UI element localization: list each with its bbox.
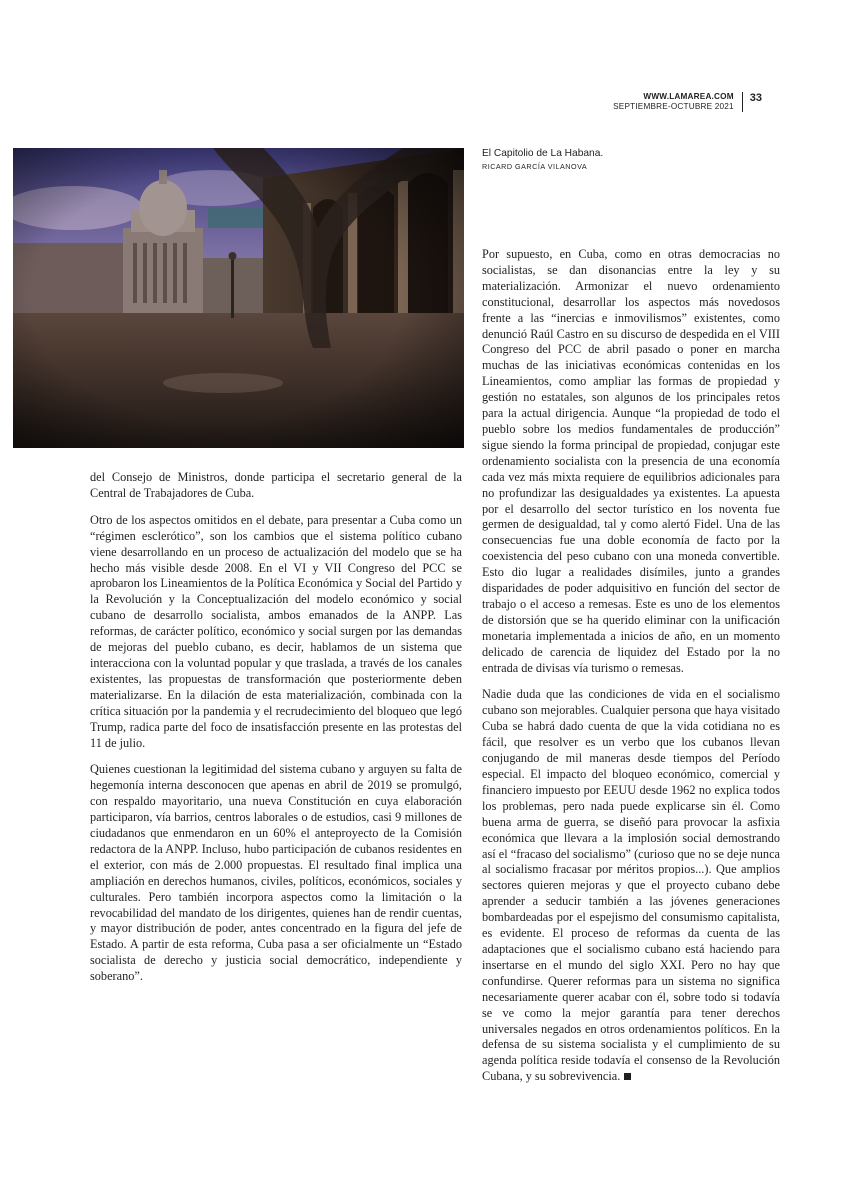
issue-date: SEPTIEMBRE-OCTUBRE 2021 (613, 102, 734, 111)
paragraph: Por supuesto, en Cuba, como en otras democracias no socialistas, se dan disonancias entre la ley y su materialización. Armonizar el nuevo ordenamiento constitucional, desarrollar los aspectos más novedosos frente a las “inercias e inmovilismos” existentes, como denunció Raúl Castro en su discurso de despedida en el VIII Congreso del PCC de abril pasado o poner en marcha muchas de las iniciativas económicas contenidas en los Lineamientos, como ampliar las formas de propiedad y gestión no estatales, son algunos de los principales retos para la actual dirigencia. Aunque “la propiedad de todo el pueblo sobre los medios fundamentales de producción” sigue siendo la forma principal de propiedad, conjugar este ordenamiento socialista con la presencia de una economía cada vez más mixta requiere de equilibrios adicionales para no profundizar las desigualdades ya existentes. La apuesta por el desarrollo del sector turístico en los noventa fue germen de desigualdad, tal y como alertó Fidel. Una de las consecuencias fue una doble economía de facto por la coexistencia del peso cubano con una moneda convertible. Esto dio lugar a realidades disímiles, junto a grandes disparidades de poder adquisitivo en función del sector de trabajo o el acceso a remesas. Este es uno de los elementos de distorsión que se ha querido eliminar con la unificación monetaria implementada a inicios de año, en un momento delicado de carencia de liquidez del Estado por la no entrada de divisas vía turismo o remesas. (482, 247, 780, 675)
page-header (613, 92, 762, 112)
right-column (482, 247, 780, 1096)
header-divider (742, 92, 743, 112)
capitolio-photo (13, 148, 464, 448)
left-column (90, 470, 462, 996)
end-of-article-mark (624, 1073, 631, 1080)
page-number: 33 (749, 92, 762, 104)
paragraph: del Consejo de Ministros, donde participa el secretario general de la Central de Trabajadores de Cuba. (90, 470, 462, 500)
photo-credit: RICARD GARCÍA VILANOVA (482, 162, 588, 171)
site-url[interactable]: WWW.LAMAREA.COM (643, 92, 734, 101)
paragraph: Quienes cuestionan la legitimidad del sistema cubano y arguyen su falta de hegemonía interna desconocen que apenas en abril de 2019 se promulgó, con respaldo mayoritario, una nueva Constitución en cuya elaboración participaron, vía barrios, centros laborales o de estudios, casi 9 millones de ciudadanos que enmendaron en un 60% el anteproyecto de la Comisión redactora de la ANPP. Incluso, hubo participación de cubanos residentes en el exterior, con más de 2.000 propuestas. El resultado final implica una ampliación en derechos humanos, civiles, políticos, económicos, sociales y culturales. Pero también incorpora aspectos como la limitación o la revocabilidad del mandato de los dirigentes, quienes han de rendir cuentas, y mayor distribución de poder, antes concentrado en la figura del jefe de Estado. A partir de esta reforma, Cuba pasa a ser oficialmente un “Estado socialista de derecho y justicia social democrático, independiente y soberano”. (90, 762, 462, 984)
photo-caption (482, 147, 603, 173)
header-meta (613, 92, 734, 112)
paragraph-text: Nadie duda que las condiciones de vida en el socialismo cubano son mejorables. Cualquier persona que haya visitado Cuba se habrá dado cuenta de que la vida cotidiana no es fácil, que resolver es un verbo que los cubanos llevan conjugando de mil maneras desde tiempos del Período especial. El impacto del bloqueo económico, comercial y financiero impuesto por EEUU desde 1962 no explica todos los problemas, pero nada puede explicarse sin él. Como buena arma de guerra, se diseñó para provocar la asfixia económica que llevara a la implosión social demostrando así el “fracaso del socialismo” (curioso que no se deje nunca al socialismo fracasar por méritos propios...). Que amplios sectores quieren mejoras y que el proyecto cubano debe aprender a seducir también a las jóvenes generaciones bombardeadas por el espejismo del consumismo capitalista, es evidente. El proceso de reformas da cuenta de las adaptaciones que el socialismo cubano está haciendo para insertarse en el mundo del siglo XXI. Pero no hay que confundirse. Querer reformas para un sistema no significa necesariamente querer acabar con él, sobre todo si todavía se ve como la mejor garantía para tener derechos universales negados en otros ordenamientos políticos. En la defensa de su sistema socialista y el cumplimiento de su agenda política reside todavía el consenso de la Revolución Cubana, y su sobrevivencia. (482, 687, 780, 1084)
caption-title: El Capitolio de La Habana. (482, 148, 604, 159)
paragraph-last (482, 687, 780, 1085)
paragraph: Otro de los aspectos omitidos en el debate, para presentar a Cuba como un “régimen esclerótico”, son los cambios que el sistema político cubano viene desarrollando en un proceso de actualización del modelo que se ha hecho más visible desde 2008. En el VI y VII Congreso del PCC se aprobaron los Lineamientos de la Política Económica y Social del Partido y la Revolución y la Conceptualización del modelo económico y social cubano de desarrollo socialista, ambos emanados de la ANPP. Las reformas, de carácter político, económico y social surgen por las demandas de mejoras del pueblo cubano, es decir, hablamos de un sistema que interacciona con la voluntad popular y que traslada, a través de los canales existentes, las propuestas de transformación que posteriormente deben materializarse. En la dilación de esta materialización, combinada con la crítica situación por la pandemia y el recrudecimiento del bloqueo que legó Trump, radica parte del foco de insatisfacción presente en las protestas del 11 de julio. (90, 512, 462, 750)
